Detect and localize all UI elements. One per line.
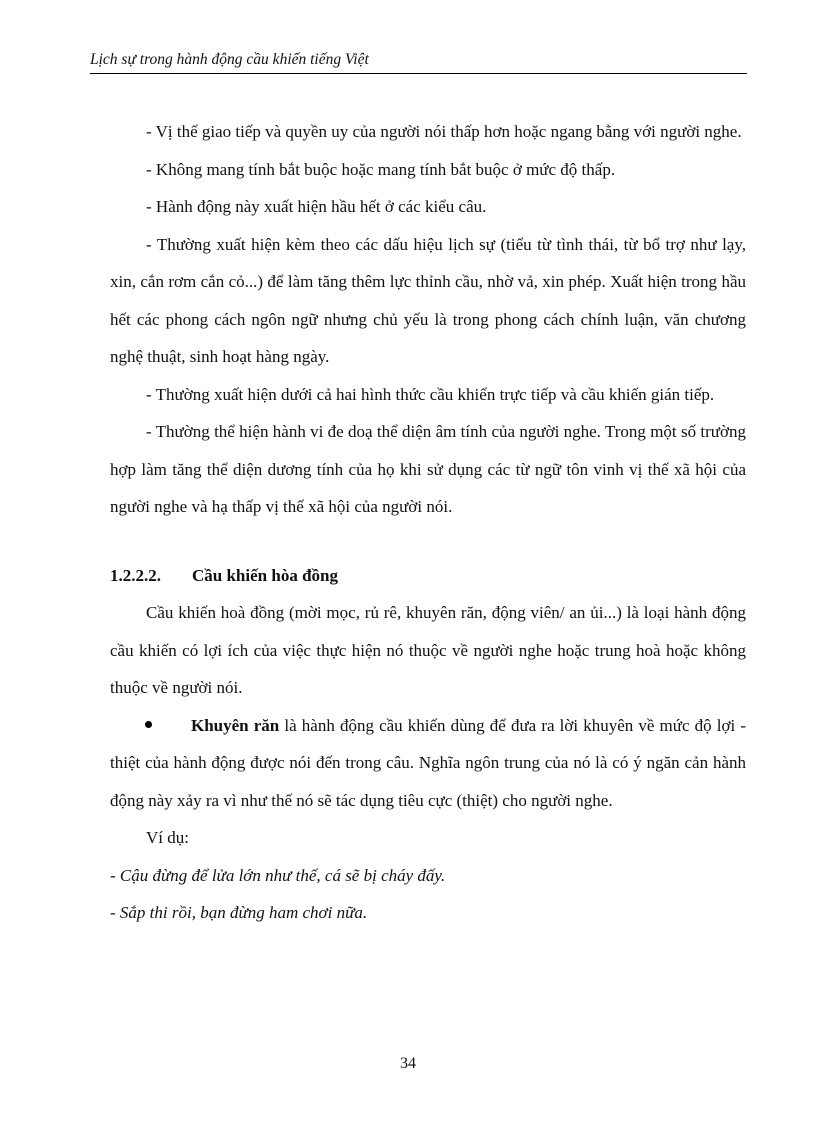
example-label: Ví dụ: [146, 828, 189, 847]
intro-paragraph: Cầu khiến hoà đồng (mời mọc, rủ rê, khuyên răn, động viên/ an ủi...) là loại hành động cầu khiến có lợi ích của việc thực hiện nó thuộc về người nghe hoặc trung hoà hoặc không thuộc về người nói. [110, 603, 746, 697]
paragraph: - Thường thể hiện hành vi đe doạ thể diện âm tính của người nghe. Trong một số trường hợp làm tăng thể diện dương tính của họ khi sử dụng các từ ngữ tôn vinh vị thế xã hội của người nghe và hạ thấp vị thế xã hội của người nói. [110, 422, 746, 516]
bullet-dot-icon [145, 721, 152, 728]
paragraph: - Thường xuất hiện dưới cả hai hình thức cầu khiến trực tiếp và cầu khiến gián tiếp. [146, 384, 715, 404]
bullet-term: Khuyên răn [191, 715, 280, 735]
example-item: - Sắp thi rồi, bạn đừng ham chơi nữa. [110, 903, 368, 922]
section-heading [110, 557, 746, 595]
paragraph: - Không mang tính bắt buộc hoặc mang tính bắt buộc ở mức độ thấp. [146, 159, 616, 179]
bullet-text: là hành động cầu khiến dùng để đưa ra lời khuyên về mức độ lợi - thiệt của hành động được nói đến trong câu. Nghĩa ngôn trung của nó là có ý ngăn cản hành động này xảy ra vì như thế nó sẽ tác dụng tiêu cực (thiệt) cho người nghe. [110, 715, 746, 810]
paragraph: - Thường xuất hiện kèm theo các dấu hiệu lịch sự (tiểu từ tình thái, từ bổ trợ như lạy, xin, cắn rơm cắn cỏ...) để làm tăng thêm lực thỉnh cầu, nhờ vả, xin phép. Xuất hiện trong hầu hết các phong cách ngôn ngữ nhưng chủ yếu là trong phong cách chính luận, văn chương nghệ thuật, sinh hoạt hàng ngày. [110, 234, 746, 366]
section-title: Cầu khiến hòa đồng [192, 565, 338, 585]
bullet-item [110, 707, 746, 820]
running-header [90, 50, 747, 74]
page-number: 34 [400, 1055, 416, 1072]
paragraph: - Hành động này xuất hiện hầu hết ở các kiểu câu. [146, 197, 487, 216]
example-item: - Cậu đừng để lửa lớn như thế, cá sẽ bị cháy đấy. [110, 865, 446, 885]
header-title: Lịch sự trong hành động cầu khiến tiếng Việt [90, 51, 369, 68]
paragraph: - Vị thế giao tiếp và quyền uy của người nói thấp hơn hoặc ngang bằng với người nghe. [146, 122, 742, 141]
page-body [110, 113, 746, 932]
section-number: 1.2.2.2. [110, 565, 161, 585]
